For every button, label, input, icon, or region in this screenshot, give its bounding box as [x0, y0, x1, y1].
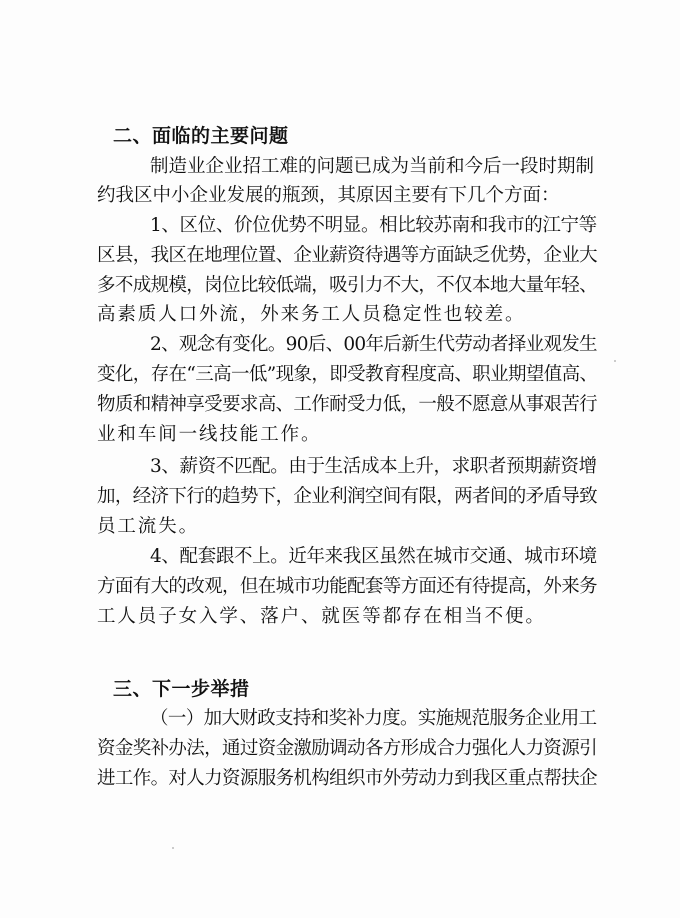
section-heading-2: 二、面临的主要问题: [113, 125, 289, 147]
paragraph-point-1-line-4: 高素质人口外流，外来务工人员稳定性也较差。: [97, 304, 526, 325]
paragraph-point-4-line-2: 方面有大的改观，但在城市功能配套等方面还有待提高，外来务: [97, 576, 598, 597]
paragraph-measure-1-line-1: （一）加大财政支持和奖补力度。实施规范服务企业用工: [150, 708, 597, 729]
paragraph-intro-line-1: 制造业企业招工难的问题已成为当前和今后一段时期制: [150, 156, 595, 177]
paragraph-point-3-line-3: 员工流失。: [97, 516, 200, 537]
paragraph-point-2-line-2: 变化，存在“三高一低”现象，即受教育程度高、职业期望值高、: [97, 364, 598, 385]
paragraph-point-1-line-2: 区县，我区在地理位置、企业薪资待遇等方面缺乏优势，企业大: [97, 245, 598, 266]
paragraph-intro-line-2: 约我区中小企业发展的瓶颈，其原因主要有下几个方面：: [97, 185, 560, 206]
paragraph-point-1-line-1: 1、区位、价位优势不明显。相比较苏南和我市的江宁等: [150, 215, 597, 236]
paragraph-point-2-line-1: 2、观念有变化。90后、00年后新生代劳动者择业观发生: [150, 334, 597, 355]
paragraph-point-2-line-4: 业和车间一线技能工作。: [97, 424, 322, 445]
section-heading-3: 三、下一步举措: [113, 678, 250, 700]
scan-speck: [172, 847, 174, 849]
paragraph-point-3-line-2: 加，经济下行的趋势下，企业利润空间有限，两者间的矛盾导致: [97, 486, 598, 507]
scan-speck: [614, 360, 616, 362]
paragraph-measure-1-line-2: 资金奖补办法，通过资金激励调动各方形成合力强化人力资源引: [97, 738, 598, 759]
paragraph-point-1-line-3: 多不成规模，岗位比较低端，吸引力不大，不仅本地大量年轻、: [97, 275, 598, 296]
paragraph-point-2-line-3: 物质和精神享受要求高、工作耐受力低，一般不愿意从事艰苦行: [97, 394, 598, 415]
paragraph-measure-1-line-3: 进工作。对人力资源服务机构组织市外劳动力到我区重点帮扶企: [97, 768, 598, 789]
paragraph-point-4-line-1: 4、配套跟不上。近年来我区虽然在城市交通、城市环境: [150, 546, 597, 567]
paragraph-point-4-line-3: 工人员子女入学、落户、就医等都存在相当不便。: [97, 606, 546, 627]
paragraph-point-3-line-1: 3、薪资不匹配。由于生活成本上升，求职者预期薪资增: [150, 456, 597, 477]
